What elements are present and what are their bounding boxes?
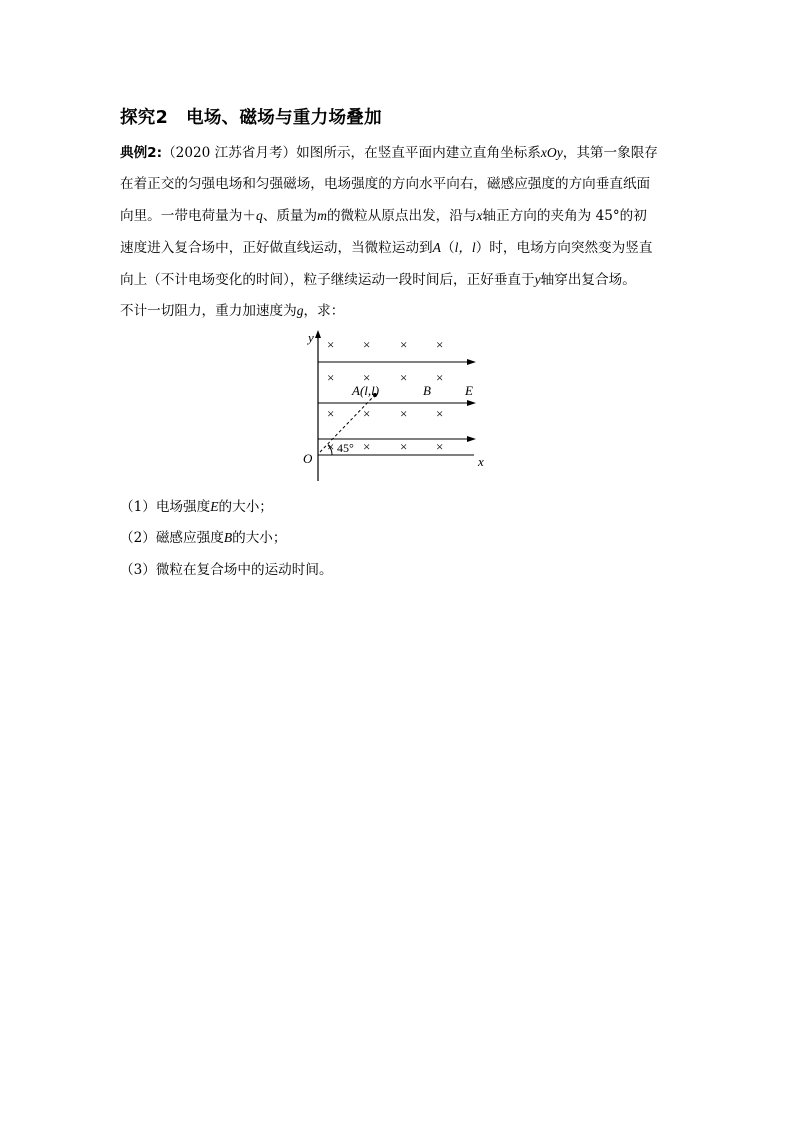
angle-label: 45° <box>337 441 354 455</box>
field-arrow-2 <box>467 400 476 406</box>
b-cross: × <box>327 337 335 352</box>
b-cross: × <box>400 439 408 454</box>
example-tag: 典例2: <box>120 145 163 161</box>
y-axis-label: y <box>308 330 314 345</box>
question-2: （2）磁感应强度B的大小； <box>120 530 287 546</box>
x-axis-label: x <box>478 454 484 469</box>
section-title: 电场、磁场与重力场叠加 <box>186 108 382 128</box>
question-1: （1）电场强度E的大小； <box>120 499 273 515</box>
origin-label: O <box>303 451 313 466</box>
section-heading <box>120 104 382 129</box>
field-arrow-1 <box>467 359 476 365</box>
b-cross: × <box>363 406 371 421</box>
b-cross: × <box>436 439 444 454</box>
problem-line-5: 向上（不计电场变化的时间），粒子继续运动一段时间后，正好垂直于y轴穿出复合场。 <box>120 272 636 288</box>
point-a-label: A(l,l) <box>352 383 380 398</box>
problem-line-6: 不计一切阻力，重力加速度为g，求： <box>120 303 345 319</box>
b-cross: × <box>400 337 408 352</box>
y-axis-arrow <box>315 330 321 338</box>
b-cross: × <box>327 406 335 421</box>
field-arrow-3 <box>467 436 476 442</box>
b-cross: × <box>400 370 408 385</box>
b-cross: × <box>327 439 335 454</box>
problem-line-4: 速度进入复合场中，正好做直线运动，当微粒运动到A（l，l）时，电场方向突然变为竖直 <box>120 240 653 256</box>
e-label: E <box>465 383 473 398</box>
b-cross: × <box>436 370 444 385</box>
section-label: 探究2 <box>120 108 169 128</box>
problem-line-2: 在着正交的匀强电场和匀强磁场，电场强度的方向水平向右，磁感应强度的方向垂直纸面 <box>120 176 651 192</box>
b-cross: × <box>327 370 335 385</box>
question-3: （3）微粒在复合场中的运动时间。 <box>120 562 333 578</box>
b-label: B <box>423 383 431 398</box>
b-cross: × <box>400 406 408 421</box>
problem-line-1: 典例2:（2020 江苏省月考）如图所示，在竖直平面内建立直角坐标系xOy，其第一象限存 <box>120 145 658 161</box>
b-cross: × <box>363 337 371 352</box>
b-cross: × <box>436 337 444 352</box>
problem-line-3: 向里。一带电荷量为＋q、质量为m的微粒从原点出发，沿与x轴正方向的夹角为 45°的初 <box>120 208 647 224</box>
b-cross: × <box>363 439 371 454</box>
b-cross: × <box>363 370 371 385</box>
field-diagram <box>296 328 496 487</box>
b-cross: × <box>436 406 444 421</box>
